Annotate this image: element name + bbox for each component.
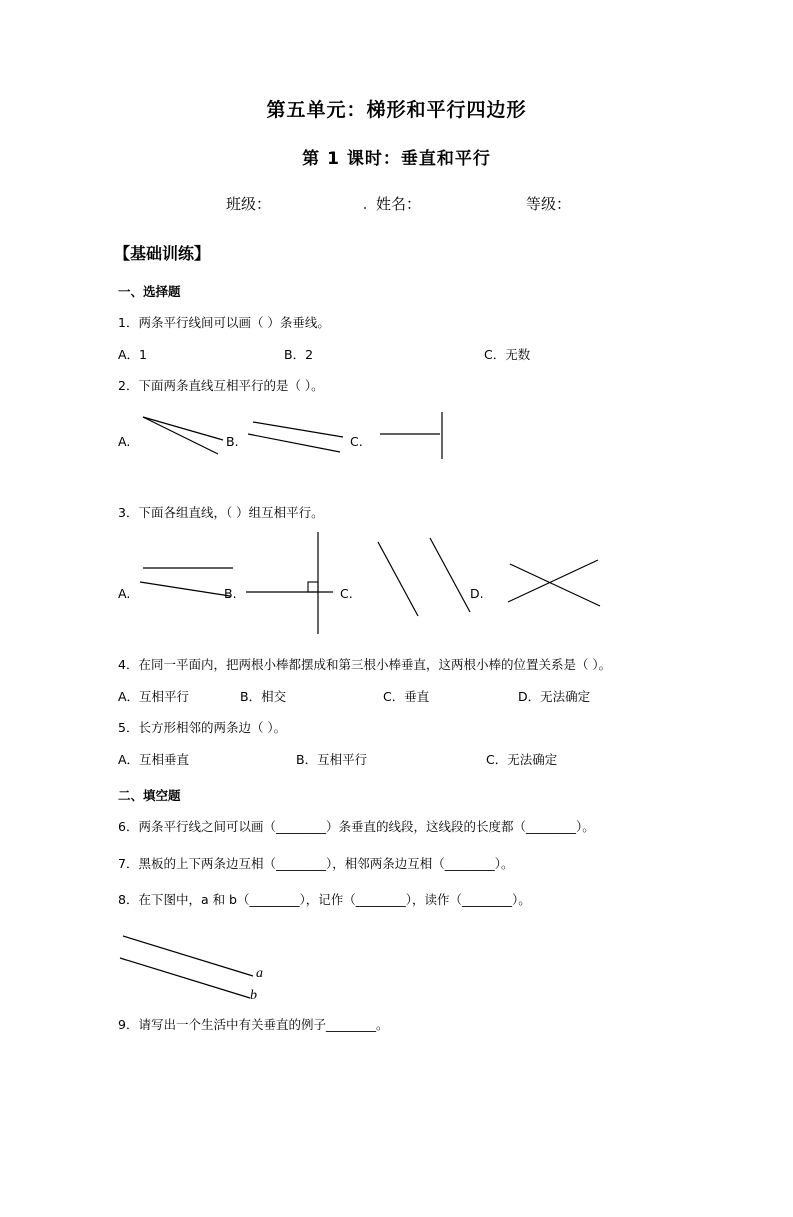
q8-line-label-a: a [256, 966, 263, 981]
question-1: 1．两条平行线间可以画（ ）条垂线。 [118, 315, 330, 330]
question-8: 8．在下图中，a 和 b（________），记作（________），读作（________）。 [118, 892, 531, 908]
question-8-figure [118, 916, 675, 1002]
question-6: 6．两条平行线之间可以画（________）条垂直的线段，这线段的长度都（________）。 [118, 818, 595, 834]
q4-option-a: A．互相平行 [118, 689, 190, 704]
q8-figure-svg [118, 916, 418, 1002]
question-9: 9．请写出一个生活中有关垂直的例子________。 [118, 1017, 389, 1032]
stray-dot [364, 207, 366, 209]
q3-figure-svg [118, 524, 678, 644]
q3-fig-label-b: B. [224, 586, 237, 602]
q4-option-b: B．相交 [240, 689, 287, 704]
q1-option-a: A．1 [118, 346, 148, 362]
question-5-options [118, 750, 675, 768]
subsection-multiple-choice: 一、选择题 [118, 284, 181, 299]
name-field-label: 姓名： [376, 195, 422, 213]
q2-fig-label-b: B. [226, 433, 239, 449]
q8-line-label-b: b [250, 988, 257, 1003]
question-4: 4．在同一平面内，把两根小棒都摆成和第三根小棒垂直，这两根小棒的位置关系是（ ）。 [118, 657, 612, 673]
question-3-figures [118, 524, 675, 644]
q1-option-b: B．2 [284, 346, 314, 362]
q3-fig-label-c: C. [340, 586, 353, 602]
question-4-options [118, 687, 675, 705]
page-title: 第五单元：梯形和平行四边形 [266, 99, 527, 121]
question-2: 2．下面两条直线互相平行的是（ ）。 [118, 377, 324, 393]
q4-option-c: C．垂直 [383, 689, 430, 704]
question-7: 7．黑板的上下两条边互相（________），相邻两条边互相（________）。 [118, 855, 514, 871]
q5-option-a: A．互相垂直 [118, 751, 190, 767]
q4-option-d: D．无法确定 [518, 689, 591, 704]
q1-option-c: C．无数 [484, 346, 531, 362]
q2-fig-label-c: C. [350, 433, 363, 449]
question-1-options [118, 345, 675, 363]
q2-fig-label-a: A. [118, 433, 131, 449]
q2-figure-svg [118, 402, 678, 474]
q5-option-b: B．互相平行 [296, 751, 368, 767]
question-2-figures [118, 402, 675, 474]
question-5: 5．长方形相邻的两条边（ ）。 [118, 720, 287, 735]
subsection-fill-blank: 二、填空题 [118, 787, 181, 803]
lesson-title: 第 1 课时：垂直和平行 [302, 149, 491, 169]
worksheet-page [0, 95, 793, 1217]
question-3: 3．下面各组直线，（ ）组互相平行。 [118, 504, 324, 520]
q3-fig-label-a: A. [118, 586, 131, 602]
class-field-label: 班级： [226, 195, 272, 213]
section-basic-training: 【基础训练】 [114, 244, 211, 263]
q5-option-c: C．无法确定 [486, 751, 558, 767]
q3-fig-label-d: D. [470, 586, 484, 602]
grade-field-label: 等级： [526, 195, 572, 213]
student-info-line [118, 193, 675, 215]
